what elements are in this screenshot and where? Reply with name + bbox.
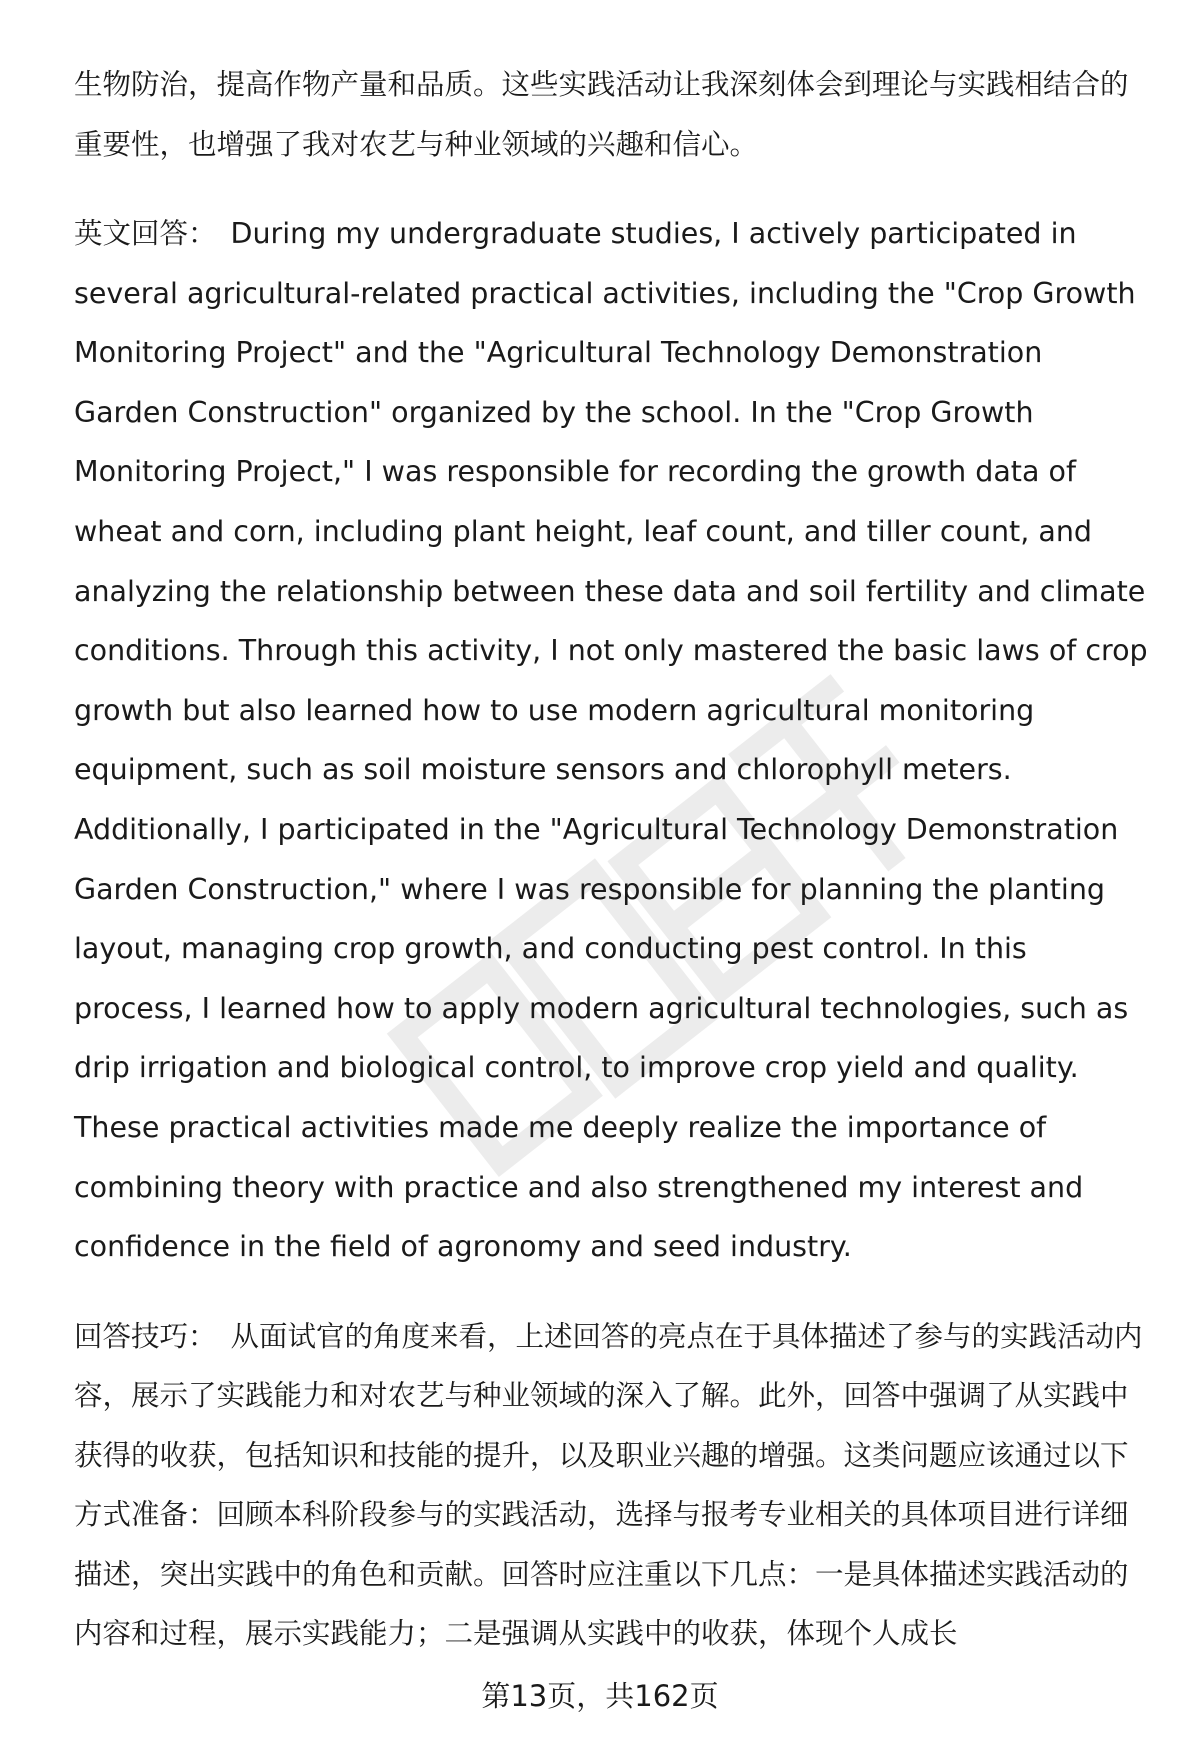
tips-label: 回答技巧：	[74, 1319, 217, 1353]
tips-paragraph	[74, 1307, 1154, 1664]
english-answer-text: During my undergraduate studies, I actively participated in several agricultural-related practical activities, including the "Crop Growth Monitoring Project" and the "Agricultural Technology Demonstration Garden Construction" organized by the school. In the "Crop Growth Monitoring Project," I was responsible for recording the growth data of wheat and corn, including plant height, leaf count, and tiller count, and analyzing the relationship between these data and soil fertility and climate conditions. Through this activity, I not only mastered the basic laws of crop growth but also learned how to use modern agricultural monitoring equipment, such as soil moisture sensors and chlorophyll meters. Additionally, I participated in the "Agricultural Technology Demonstration Garden Construction," where I was responsible for planning the planting layout, managing crop growth, and conducting pest control. In this process, I learned how to apply modern agricultural technologies, such as drip irrigation and biological control, to improve crop yield and quality. These practical activities made me deeply realize the importance of combining theory with practice and also strengthened my interest and confidence in the field of agronomy and seed industry.	[74, 217, 1148, 1264]
document-body	[74, 55, 1154, 1664]
intro-paragraph: 生物防治，提高作物产量和品质。这些实践活动让我深刻体会到理论与实践相结合的重要性，也增强了我对农艺与种业领域的兴趣和信心。	[74, 68, 1129, 161]
english-answer-paragraph	[74, 204, 1154, 1277]
tips-text: 从面试官的角度来看，上述回答的亮点在于具体描述了参与的实践活动内容，展示了实践能力和对农艺与种业领域的深入了解。此外，回答中强调了从实践中获得的收获，包括知识和技能的提升，以及职业兴趣的增强。这类问题应该通过以下方式准备：回顾本科阶段参与的实践活动，选择与报考专业相关的具体项目进行详细描述，突出实践中的角色和贡献。回答时应注重以下几点：一是具体描述实践活动的内容和过程，展示实践能力；二是强调从实践中的收获，体现个人成长	[74, 1319, 1143, 1651]
english-answer-label: 英文回答：	[74, 217, 217, 250]
page-indicator: 第13页，共162页	[481, 1679, 719, 1713]
